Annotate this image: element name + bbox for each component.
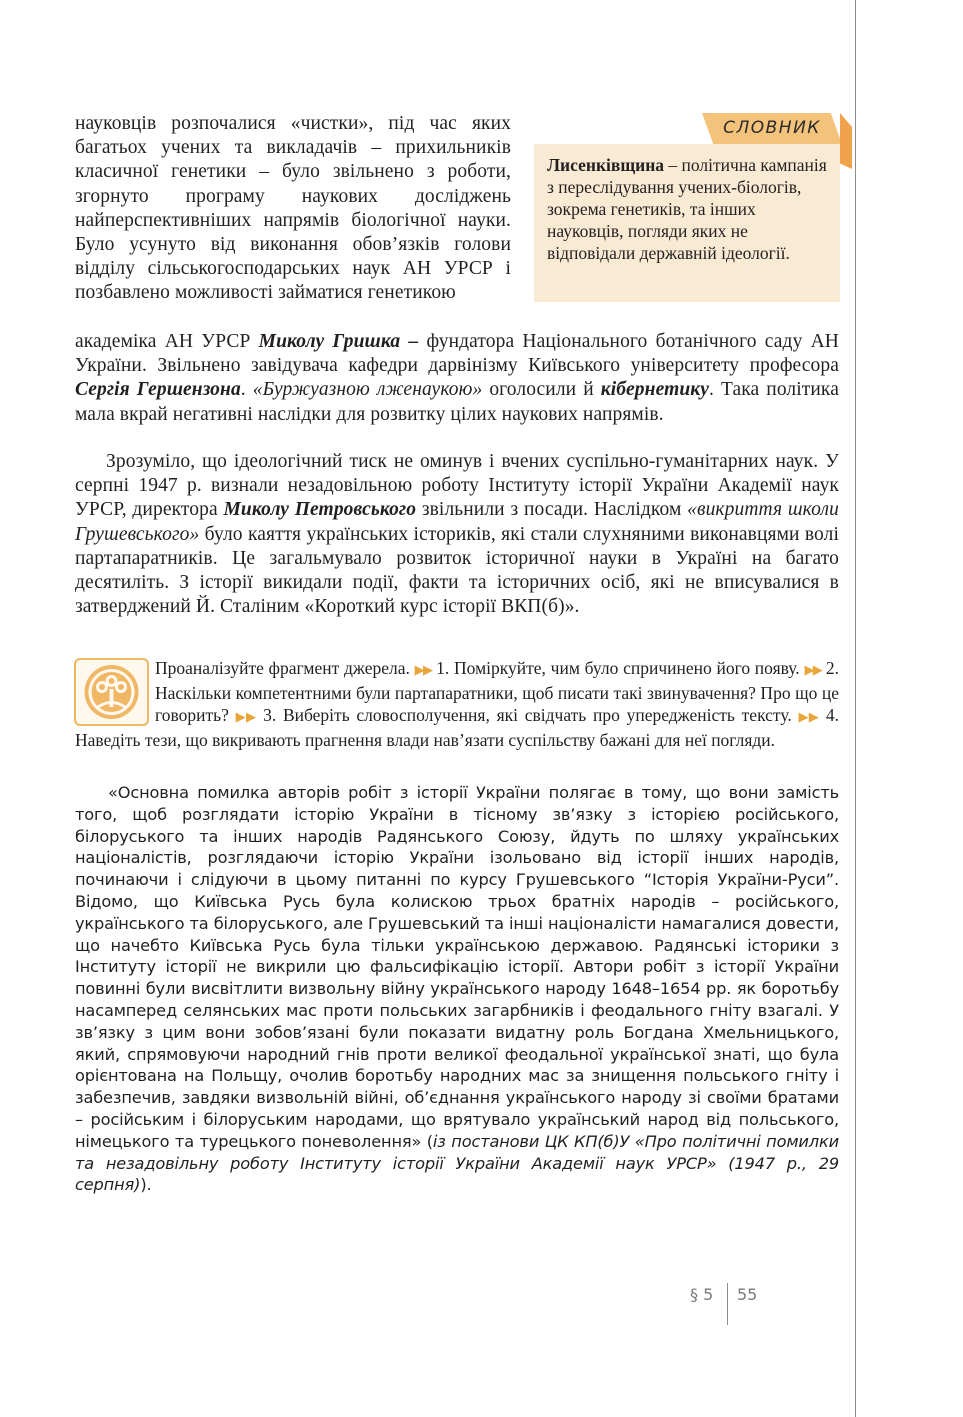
quote-end: ). — [140, 1175, 152, 1195]
intro-paragraph-top: науковців розпочалися «чистки», під час яких багатьох учених та викладачів – прихильників класичної генетики – було звільнено з роботи, згорнуто програму наукових досліджень найперспективніших напрямів біологічної науки. Було усунуто від виконання обов’язків голови відділу сільськогосподарських наук АН УРСР і позбавлено можливості займатися генетикою — [75, 113, 511, 304]
para2-text-b: звільнили з посади. Наслідком — [416, 499, 688, 521]
task-intro: Проаналізуйте фрагмент джерела. — [155, 658, 410, 678]
task-question-1: 1. Поміркуйте, чим було спричинено його появу. — [431, 658, 800, 678]
arrow-icon: ▶▶ — [804, 663, 822, 678]
para2-text-a: Зрозуміло, що ідеологічний тиск не оминув і вчених суспільно-гуманітарних наук. У серпні 1947 р. визнали незадовільною роботу Інституту історії України Академії наук УРСР, директора — [75, 451, 839, 521]
name-gershenzon: Сергія Гершензона — [75, 379, 241, 401]
page-number: 55 — [737, 1285, 758, 1304]
name-petrovsky: Миколу Петровського — [223, 499, 417, 521]
intro-text-e: . Така політика мала вкрай негативні наслідки для розвитку цілих наукових напрямів. — [75, 379, 839, 425]
intro-text-c: . — [240, 379, 253, 401]
footer-separator — [727, 1283, 728, 1325]
page-edge-rule — [855, 0, 856, 1417]
glossary-term: Лисенківщина — [547, 155, 665, 175]
task-question-4: 4. Наведіть тези, що викривають прагнення влади нав’язати суспільству бажані для неї погляди. — [75, 705, 840, 750]
glossary-box — [534, 144, 840, 302]
glossary-definition: – політична кампанія з переслідування учених-біологів, зокрема генетиків, та інших науковців, погляди яких не відповідали державній ідеології. — [547, 155, 827, 263]
arrow-icon: ▶▶ — [798, 710, 820, 725]
quote-source: із постанови ЦК КП(б)У «Про політичні помилки та незадовільну роботу Інституту історії України Академії наук УРСР» (1947 р., 29 серпня) — [75, 1131, 839, 1195]
section-number: § 5 — [690, 1285, 714, 1304]
intro-text-b: фундатора Національного ботанічного саду АН України. Звільнено завідувача кафедри дарвінізму Київського університету професора — [75, 331, 839, 377]
glossary-tab-fold — [840, 113, 852, 169]
source-quote — [75, 782, 839, 1196]
task-question-3: 3. Виберіть словосполучення, які свідчать про упередженість тексту. — [256, 705, 792, 725]
arrow-icon: ▶▶ — [235, 710, 257, 725]
task-question-2: 2. Наскільки компетентними були партапаратники, щоб писати такі звинувачення? Про що це говорить? — [155, 658, 840, 725]
quote-text: «Основна помилка авторів робіт з історії України полягає в тому, що вони замість того, щоб розглядати історію України в тісному зв’язку з історією російського, білоруського та інших народів Радянського Союзу, йдуть по шляху українських націоналістів, розглядаючи історію України ізольовано від історії інших народів, починаючи і слідуючи в цьому питанні по курсу Грушевського “Історія України-Руси”. Відомо, що Київська Русь була колискою трьох братніх народів – російського, українського та білоруського, але Грушевський та інші націоналісти намагалися довести, що начебто Київська Русь була тільки українською державою. Радянські історики з Інституту історії не викрили цю фальсифікацію історії. Автори робіт з історії України повинні були висвітлити визвольну війну українського народу 1648–1654 рр. як боротьбу насамперед селянських мас проти польських загарбників і феодального гніту взагалі. У зв’язку з цим вони зобов’язані були показати видатну роль Богдана Хмельницького, який, спрямовуючи народний гнів проти великої феодальної української знаті, що була орієнтована на Польщу, очолив боротьбу народних мас за знищення польського гніту і забезпечив, завдяки визвольній війні, об’єднання українського народу зі своїми братами – російським і білоруським народами, що врятувало український народ від польського, німецького та турецького поневолення» ( — [75, 783, 839, 1151]
phrase-hrushevsky-school: «викриття школи Грушевського» — [75, 499, 839, 545]
intro-paragraph-bottom — [75, 330, 839, 427]
arrow-icon: ▶▶ — [414, 663, 432, 678]
ideology-paragraph — [75, 450, 839, 619]
phrase-pseudoscience: «Буржуазною лженаукою» — [252, 379, 483, 401]
task-block — [75, 657, 839, 751]
para2-text-c: було каяття українських істориків, які стали слухняними виконавцями волі партапаратників. Це загальмувало розвиток історичної науки в Україні на багато десятиліть. З історії викидали події, факти та історичних осіб, які не вписувалися в затверджений Й. Сталіним «Короткий курс історії ВКП(б)». — [75, 523, 839, 618]
glossary-entry — [547, 154, 829, 264]
term-cybernetics: кібернетику — [600, 379, 710, 401]
intro-text-a: академіка АН УРСР — [75, 331, 259, 352]
glossary-tab-label: СЛОВНИК — [723, 118, 821, 138]
name-hryshko: Миколу Гришка – — [258, 331, 419, 352]
task-icon-spacer — [75, 657, 155, 723]
intro-text-d: оголосили й — [482, 379, 601, 401]
